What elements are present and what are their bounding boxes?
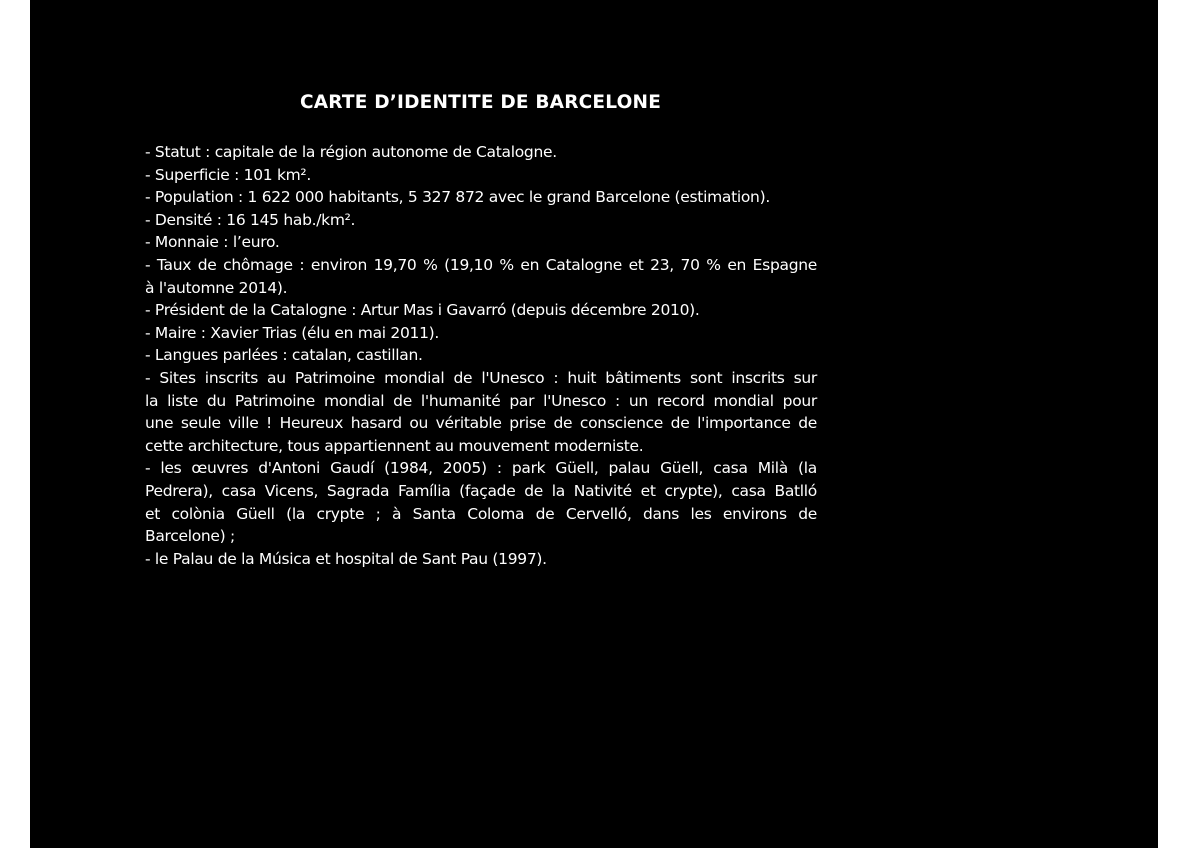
text-line-superficie: - Superficie : 101 km². xyxy=(145,165,311,184)
text-line-gaudi-cont-3: Barcelone) ; xyxy=(145,527,235,546)
text-line-maire: - Maire : Xavier Trias (élu en mai 2011). xyxy=(145,323,440,342)
text-line-president: - Président de la Catalogne : Artur Mas i Gavarró (depuis décembre 2010). xyxy=(145,301,700,320)
document-title: CARTE D’IDENTITE DE BARCELONE xyxy=(300,92,662,113)
text-line-langues: - Langues parlées : catalan, castillan. xyxy=(145,346,423,365)
text-line-sites-cont-2: une seule ville ! Heureux hasard ou véritable prise de conscience de l'importance de xyxy=(145,414,817,433)
text-line-statut: - Statut : capitale de la région autonome de Catalogne. xyxy=(145,143,557,161)
document-body xyxy=(145,141,817,570)
text-line-palau: - le Palau de la Música et hospital de Sant Pau (1997). xyxy=(145,549,547,568)
text-line-chomage-cont: à l'automne 2014). xyxy=(145,278,288,297)
text-line-chomage: - Taux de chômage : environ 19,70 % (19,10 % en Catalogne et 23, 70 % en Espagne xyxy=(145,255,817,274)
text-line-densite: - Densité : 16 145 hab./km². xyxy=(145,210,356,229)
document-page xyxy=(30,0,1158,848)
text-line-sites-cont-3: cette architecture, tous appartiennent au mouvement moderniste. xyxy=(145,436,644,455)
text-line-gaudi-cont-2: et colònia Güell (la crypte ; à Santa Coloma de Cervelló, dans les environs de xyxy=(145,504,817,523)
text-line-sites-cont-1: la liste du Patrimoine mondial de l'humanité par l'Unesco : un record mondial pour xyxy=(145,391,817,410)
text-line-monnaie: - Monnaie : l’euro. xyxy=(145,233,280,252)
text-line-population: - Population : 1 622 000 habitants, 5 327 872 avec le grand Barcelone (estimation). xyxy=(145,188,770,207)
text-line-sites: - Sites inscrits au Patrimoine mondial de l'Unesco : huit bâtiments sont inscrits sur xyxy=(145,368,817,387)
text-line-gaudi: - les œuvres d'Antoni Gaudí (1984, 2005) : park Güell, palau Güell, casa Milà (la xyxy=(145,459,817,478)
text-line-gaudi-cont-1: Pedrera), casa Vicens, Sagrada Família (façade de la Nativité et crypte), casa Batlló xyxy=(145,481,817,500)
